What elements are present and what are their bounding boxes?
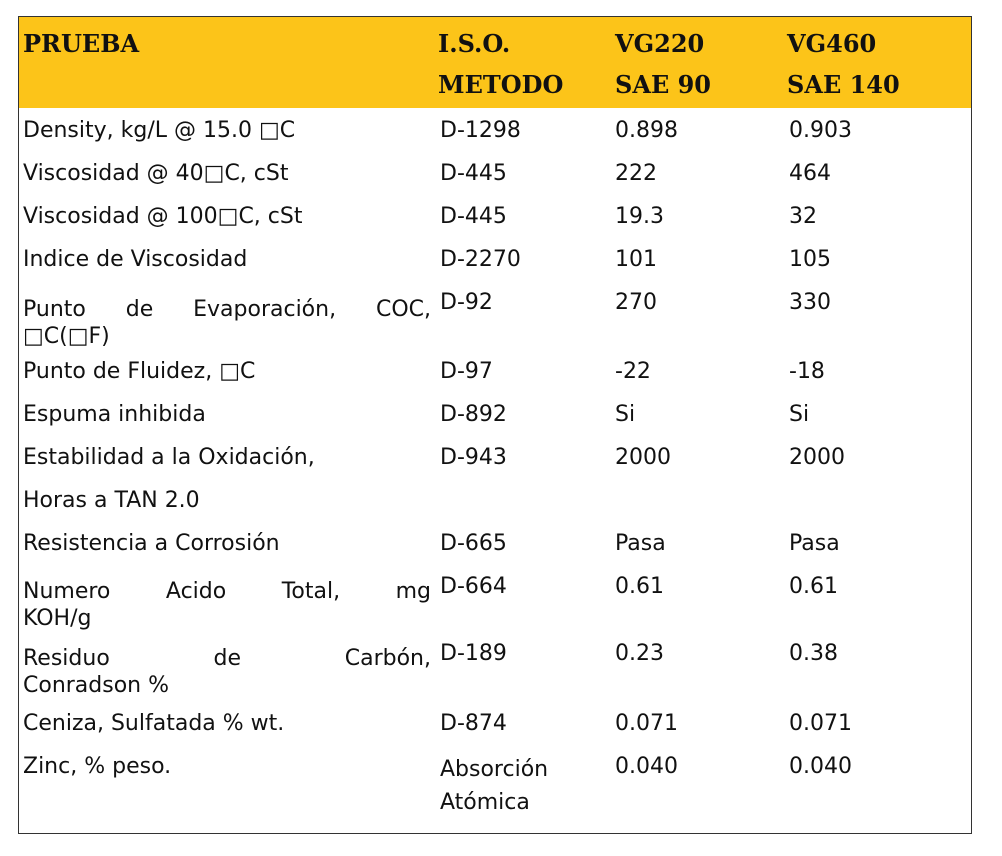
value-vg220: 222: [615, 161, 657, 186]
value-vg220: 0.040: [615, 754, 678, 779]
test-name: Zinc, % peso.: [23, 754, 172, 779]
header-vg460: VG460: [787, 29, 877, 58]
test-name-line2: KOH/g: [23, 606, 92, 631]
value-vg460: 0.903: [789, 118, 852, 143]
spec-table: [18, 16, 972, 834]
test-name-line1: Punto de Evaporación, COC,: [23, 297, 431, 322]
table-header: [19, 17, 971, 108]
test-method: D-189: [440, 641, 507, 666]
value-vg220: Si: [615, 402, 636, 427]
value-vg460: 0.61: [789, 574, 838, 599]
test-method-line1: Absorción: [440, 757, 549, 782]
test-name-line1: Residuo de Carbón,: [23, 646, 431, 671]
test-name: Punto de Fluidez, □C: [23, 359, 256, 384]
test-method: D-1298: [440, 118, 521, 143]
value-vg220: -22: [615, 359, 651, 384]
test-name: Indice de Viscosidad: [23, 247, 248, 272]
value-vg220: 101: [615, 247, 657, 272]
value-vg220: 2000: [615, 445, 671, 470]
test-name-line2: Conradson %: [23, 673, 170, 698]
test-method: D-892: [440, 402, 507, 427]
value-vg460: 2000: [789, 445, 845, 470]
value-vg460: Pasa: [789, 531, 840, 556]
test-name-line2: □C(□F): [23, 324, 110, 349]
value-vg220: 0.898: [615, 118, 678, 143]
value-vg220: Pasa: [615, 531, 666, 556]
value-vg220: 0.61: [615, 574, 664, 599]
test-method: D-943: [440, 445, 507, 470]
value-vg460: 464: [789, 161, 831, 186]
test-name: Resistencia a Corrosión: [23, 531, 280, 556]
value-vg460: 105: [789, 247, 831, 272]
value-vg460: 330: [789, 290, 831, 315]
test-name: Horas a TAN 2.0: [23, 488, 200, 513]
header-metodo: METODO: [438, 70, 564, 99]
test-method: D-665: [440, 531, 507, 556]
test-method-line2: Atómica: [440, 790, 530, 815]
test-name: Density, kg/L @ 15.0 □C: [23, 118, 296, 143]
value-vg460: 32: [789, 204, 817, 229]
header-sae140: SAE 140: [787, 70, 900, 99]
value-vg220: 270: [615, 290, 657, 315]
value-vg220: 0.071: [615, 711, 678, 736]
test-method: D-874: [440, 711, 507, 736]
test-method: D-92: [440, 290, 493, 315]
test-name: Ceniza, Sulfatada % wt.: [23, 711, 285, 736]
test-method: D-445: [440, 204, 507, 229]
test-method: D-445: [440, 161, 507, 186]
value-vg220: 19.3: [615, 204, 664, 229]
value-vg220: 0.23: [615, 641, 664, 666]
test-name: Viscosidad @ 40□C, cSt: [23, 161, 289, 186]
header-sae90: SAE 90: [615, 70, 711, 99]
header-iso: I.S.O.: [438, 29, 511, 58]
test-name-line1: Numero Acido Total, mg: [23, 579, 431, 604]
value-vg460: -18: [789, 359, 825, 384]
test-name: Estabilidad a la Oxidación,: [23, 445, 315, 470]
test-method: D-2270: [440, 247, 521, 272]
value-vg460: 0.040: [789, 754, 852, 779]
header-vg220: VG220: [615, 29, 705, 58]
value-vg460: Si: [789, 402, 810, 427]
value-vg460: 0.38: [789, 641, 838, 666]
value-vg460: 0.071: [789, 711, 852, 736]
test-name: Espuma inhibida: [23, 402, 206, 427]
test-name: Viscosidad @ 100□C, cSt: [23, 204, 303, 229]
test-method: D-97: [440, 359, 493, 384]
header-prueba: PRUEBA: [23, 29, 140, 58]
test-method: D-664: [440, 574, 507, 599]
